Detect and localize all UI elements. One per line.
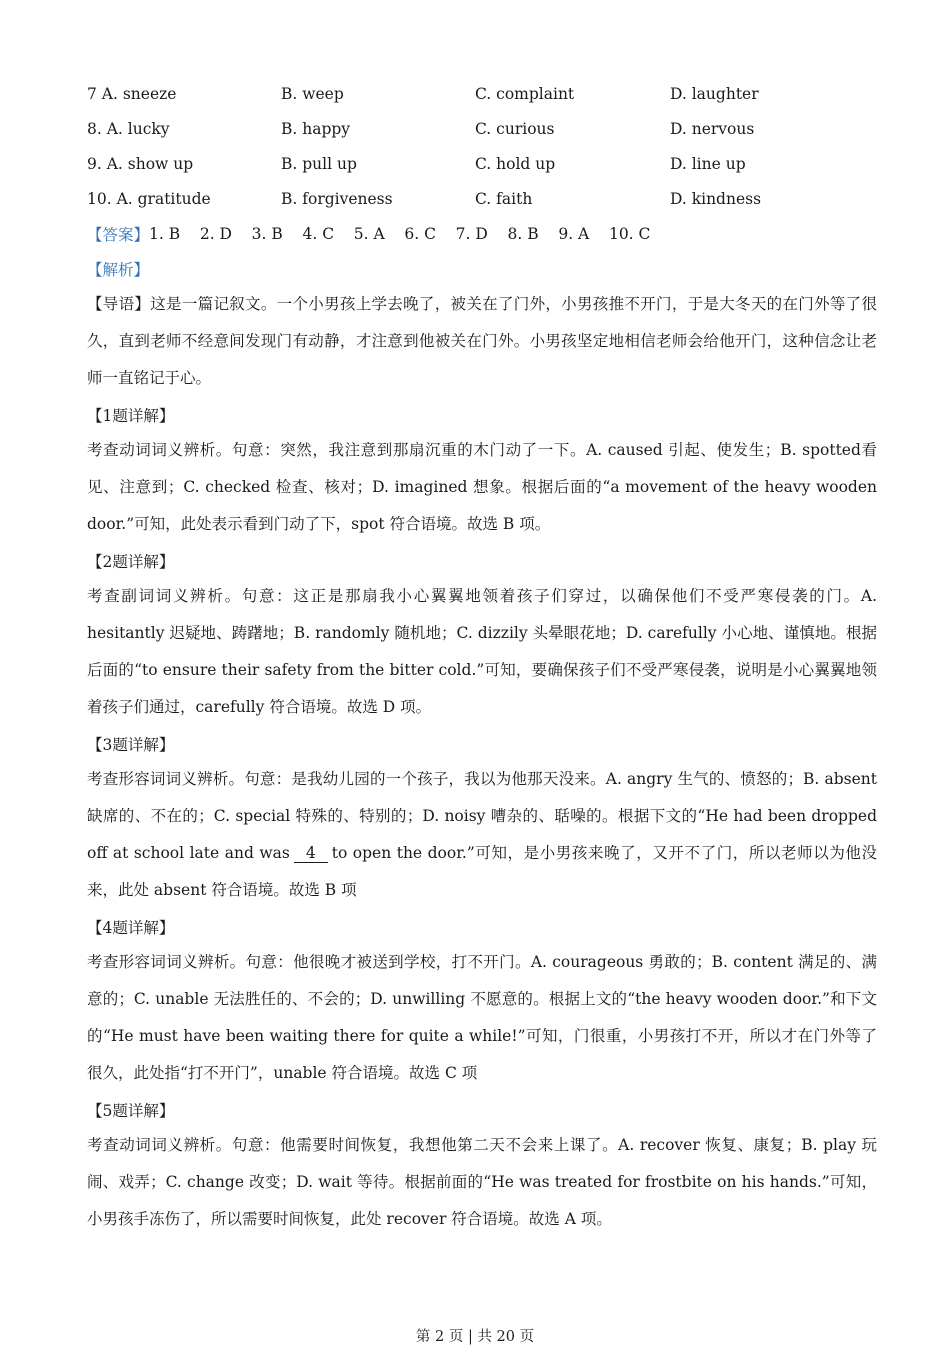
options-row-7 — [87, 76, 877, 111]
intro-paragraph: 【导语】这是一篇记叙文。一个小男孩上学去晚了，被关在了门外，小男孩推不开门，于是大冬天的在门外等了很久，直到老师不经意间发现门有动静，才注意到他被关在门外。小男孩坚定地相信老师会给他开门，这种信念让老师一直铭记于心。 — [87, 295, 877, 387]
answer-tag: 【答案】 — [87, 225, 150, 244]
section-paragraph — [87, 761, 877, 909]
page-footer: 第 2 页 | 共 20 页 — [415, 1329, 535, 1345]
option-d: D. laughter — [670, 84, 759, 103]
section-paragraph: 考查副词词义辨析。句意：这正是那扇我小心翼翼地领着孩子们穿过，以确保他们不受严寒侵袭的门。A. hesitantly 迟疑地、踌躇地；B. randomly 随机地；C. dizzily 头晕眼花地；D. carefully 小心地、谨慎地。根据后面的“to ensure their safety from the bitter cold.”可知，要确保孩子们不受严寒侵袭，说明是小心翼翼地领着孩子们通过，carefully 符合语境。故选 D 项。 — [87, 587, 877, 716]
option-c: C. hold up — [475, 154, 556, 173]
options-row-10 — [87, 181, 877, 216]
section-text-part: 考查形容词词义辨析。句意：是我幼儿园的一个孩子，我以为他那天没来。A. angry 生气的、愤怒的；B. absent 缺席的、不在的；C. special 特殊的、特别的；D. noisy 嘈杂的、聒噪的。根据下文的“He had been dropped off at school late and was — [87, 770, 877, 862]
option-d: D. line up — [670, 154, 746, 173]
option-d: D. nervous — [670, 119, 755, 138]
section-heading: 【5题详解】 — [87, 1101, 175, 1120]
answer-text: 1. B 2. D 3. B 4. C 5. A 6. C 7. D 8. B 9. A 10. C — [149, 224, 651, 243]
option-a: 7 A. sneeze — [87, 84, 177, 103]
answer-line — [87, 216, 877, 251]
option-c: C. curious — [475, 119, 555, 138]
section-paragraph: 考查动词词义辨析。句意：突然，我注意到那扇沉重的木门动了一下。A. caused 引起、使发生；B. spotted看见、注意到；C. checked 检查、核对；D. imagined 想象。根据后面的“a movement of the heavy wooden door.”可知，此处表示看到门动了下，spot 符合语境。故选 B 项。 — [87, 441, 877, 533]
options-row-8 — [87, 111, 877, 146]
option-a: 8. A. lucky — [87, 119, 170, 138]
analysis-heading — [87, 251, 877, 286]
section-heading: 【2题详解】 — [87, 552, 175, 571]
section-text-part: to open the door.”可知，是小男孩来晚了，又开不了门，所以老师以为他没来，此处 absent 符合语境。故选 B 项 — [87, 844, 877, 899]
document-body — [87, 76, 877, 1238]
section-paragraph: 考查形容词词义辨析。句意：他很晚才被送到学校，打不开门。A. courageous 勇敢的；B. content 满足的、满意的；C. unable 无法胜任的、不会的；D. unwilling 不愿意的。根据上文的“the heavy wooden door.”和下文的“He must have been waiting there for quite a while!”可知，门很重，小男孩打不开，所以才在门外等了很久，此处指“打不开门”，unable 符合语境。故选 C 项 — [87, 953, 877, 1082]
option-b: B. happy — [281, 119, 351, 138]
section-heading: 【1题详解】 — [87, 406, 175, 425]
option-a: 10. A. gratitude — [87, 189, 211, 208]
option-c: C. complaint — [475, 84, 575, 103]
section-paragraph: 考查动词词义辨析。句意：他需要时间恢复，我想他第二天不会来上课了。A. recover 恢复、康复；B. play 玩闹、戏弄；C. change 改变；D. wait 等待。根据前面的“He was treated for frostbite on his hands.”可知，小男孩手冻伤了，所以需要时间恢复，此处 recover 符合语境。故选 A 项。 — [87, 1136, 877, 1228]
option-b: B. pull up — [281, 154, 357, 173]
fill-blank: 4 — [294, 846, 328, 863]
options-row-9 — [87, 146, 877, 181]
section-heading: 【3题详解】 — [87, 735, 175, 754]
option-b: B. forgiveness — [281, 189, 393, 208]
section-heading: 【4题详解】 — [87, 918, 175, 937]
option-c: C. faith — [475, 189, 533, 208]
analysis-tag: 【解析】 — [87, 260, 150, 279]
option-a: 9. A. show up — [87, 154, 194, 173]
option-d: D. kindness — [670, 189, 762, 208]
option-b: B. weep — [281, 84, 344, 103]
